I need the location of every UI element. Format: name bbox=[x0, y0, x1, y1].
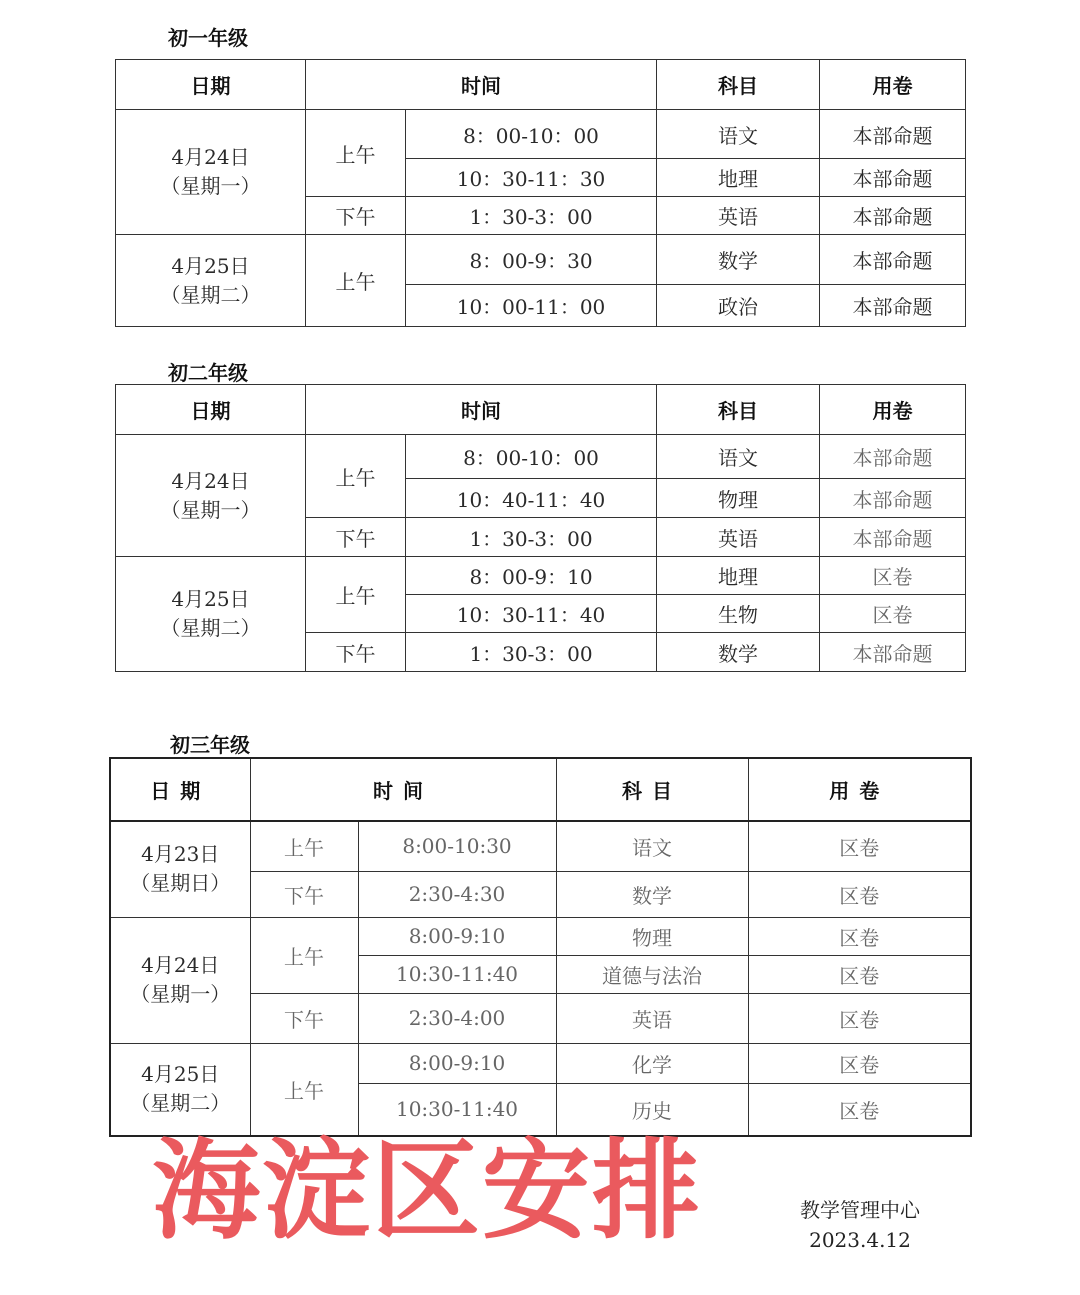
grade2-schedule-table bbox=[115, 384, 966, 672]
subject-cell: 政治 bbox=[657, 285, 820, 327]
paper-cell: 区卷 bbox=[748, 917, 971, 955]
weekday-text: （星期一） bbox=[130, 982, 231, 1006]
time-cell: 8:00-9:10 bbox=[358, 1043, 556, 1083]
date-text: 4月24日 bbox=[171, 468, 250, 493]
time-cell: 10：40-11：40 bbox=[406, 479, 657, 518]
subject-cell: 物理 bbox=[657, 479, 820, 518]
date-cell bbox=[110, 821, 250, 917]
date-header: 日期 bbox=[110, 758, 250, 821]
table-row bbox=[110, 917, 971, 955]
paper-cell: 本部命题 bbox=[820, 518, 966, 557]
date-text: 4月25日 bbox=[171, 587, 250, 611]
subject-cell: 道德与法治 bbox=[556, 955, 748, 993]
subject-header: 科目 bbox=[657, 385, 820, 435]
paper-cell: 本部命题 bbox=[820, 159, 966, 197]
table-row bbox=[116, 557, 966, 595]
paper-cell: 本部命题 bbox=[820, 285, 966, 327]
grade1-title: 初一年级 bbox=[168, 26, 248, 50]
subject-cell: 英语 bbox=[657, 197, 820, 235]
weekday-text: （星期二） bbox=[160, 616, 261, 640]
paper-cell: 本部命题 bbox=[820, 435, 966, 479]
period-cell: 上午 bbox=[306, 110, 406, 197]
weekday-text: （星期二） bbox=[130, 1091, 231, 1116]
paper-header: 用卷 bbox=[820, 385, 966, 435]
table-row bbox=[116, 435, 966, 479]
time-cell: 8:00-10:30 bbox=[358, 821, 556, 871]
time-cell: 8：00-10：00 bbox=[406, 110, 657, 159]
paper-header: 用卷 bbox=[748, 758, 971, 821]
paper-cell: 区卷 bbox=[748, 821, 971, 871]
period-cell: 上午 bbox=[306, 435, 406, 518]
weekday-text: （星期一） bbox=[160, 497, 261, 522]
period-cell: 下午 bbox=[306, 197, 406, 235]
paper-cell: 本部命题 bbox=[820, 479, 966, 518]
period-cell: 上午 bbox=[250, 917, 358, 993]
date-cell bbox=[116, 557, 306, 672]
time-cell: 8：00-10：00 bbox=[406, 435, 657, 479]
date-cell bbox=[116, 235, 306, 327]
table-row bbox=[116, 110, 966, 159]
paper-cell: 本部命题 bbox=[820, 197, 966, 235]
issuer-name: 教学管理中心 bbox=[800, 1198, 920, 1222]
time-cell: 8：00-9：30 bbox=[406, 235, 657, 285]
subject-cell: 数学 bbox=[556, 871, 748, 917]
weekday-text: （星期日） bbox=[130, 871, 231, 896]
date-text: 4月24日 bbox=[171, 145, 250, 169]
subject-cell: 语文 bbox=[657, 110, 820, 159]
subject-cell: 英语 bbox=[556, 993, 748, 1043]
subject-cell: 语文 bbox=[657, 435, 820, 479]
time-cell: 2:30-4:30 bbox=[358, 871, 556, 917]
time-cell: 10:30-11:40 bbox=[358, 955, 556, 993]
issue-date: 2023.4.12 bbox=[809, 1228, 911, 1252]
grade3-title: 初三年级 bbox=[170, 733, 250, 757]
time-cell: 10：30-11：30 bbox=[406, 159, 657, 197]
grade2-title: 初二年级 bbox=[168, 361, 248, 385]
period-cell: 下午 bbox=[250, 871, 358, 917]
subject-cell: 生物 bbox=[657, 595, 820, 633]
time-cell: 8：00-9：10 bbox=[406, 557, 657, 595]
paper-cell: 区卷 bbox=[748, 955, 971, 993]
date-text: 4月25日 bbox=[171, 253, 250, 278]
period-cell: 下午 bbox=[306, 518, 406, 557]
period-cell: 上午 bbox=[306, 557, 406, 633]
time-cell: 1：30-3：00 bbox=[406, 518, 657, 557]
time-cell: 10：30-11：40 bbox=[406, 595, 657, 633]
date-header: 日期 bbox=[116, 60, 306, 110]
weekday-text: （星期二） bbox=[160, 282, 261, 307]
paper-cell: 区卷 bbox=[748, 1043, 971, 1083]
date-cell bbox=[110, 917, 250, 1043]
header-row bbox=[110, 758, 971, 821]
subject-cell: 数学 bbox=[657, 235, 820, 285]
paper-cell: 区卷 bbox=[748, 993, 971, 1043]
date-text: 4月25日 bbox=[141, 1062, 220, 1087]
table-row bbox=[116, 235, 966, 285]
time-header: 时间 bbox=[306, 60, 657, 110]
time-cell: 10：00-11：00 bbox=[406, 285, 657, 327]
header-row bbox=[116, 60, 966, 110]
period-cell: 上午 bbox=[306, 235, 406, 327]
weekday-text: （星期一） bbox=[160, 174, 261, 198]
time-cell: 10:30-11:40 bbox=[358, 1083, 556, 1136]
table-row bbox=[110, 821, 971, 871]
period-cell: 下午 bbox=[250, 993, 358, 1043]
subject-cell: 物理 bbox=[556, 917, 748, 955]
subject-cell: 化学 bbox=[556, 1043, 748, 1083]
subject-header: 科目 bbox=[556, 758, 748, 821]
paper-header: 用卷 bbox=[820, 60, 966, 110]
date-text: 4月24日 bbox=[141, 953, 220, 977]
paper-cell: 区卷 bbox=[820, 595, 966, 633]
paper-cell: 本部命题 bbox=[820, 235, 966, 285]
table-row bbox=[110, 1043, 971, 1083]
issuer-block bbox=[800, 1195, 920, 1255]
subject-cell: 英语 bbox=[657, 518, 820, 557]
time-cell: 1：30-3：00 bbox=[406, 633, 657, 672]
time-cell: 8:00-9:10 bbox=[358, 917, 556, 955]
time-cell: 2:30-4:00 bbox=[358, 993, 556, 1043]
paper-cell: 本部命题 bbox=[820, 110, 966, 159]
date-cell bbox=[116, 110, 306, 235]
date-header: 日期 bbox=[116, 385, 306, 435]
grade3-schedule-table bbox=[109, 757, 972, 1137]
subject-cell: 语文 bbox=[556, 821, 748, 871]
time-header: 时间 bbox=[250, 758, 556, 821]
subject-header: 科目 bbox=[657, 60, 820, 110]
subject-cell: 数学 bbox=[657, 633, 820, 672]
date-cell bbox=[110, 1043, 250, 1136]
grade1-schedule-table bbox=[115, 59, 966, 327]
subject-cell: 历史 bbox=[556, 1083, 748, 1136]
time-header: 时间 bbox=[306, 385, 657, 435]
time-cell: 1：30-3：00 bbox=[406, 197, 657, 235]
period-cell: 上午 bbox=[250, 821, 358, 871]
paper-cell: 区卷 bbox=[820, 557, 966, 595]
paper-cell: 区卷 bbox=[748, 871, 971, 917]
period-cell: 下午 bbox=[306, 633, 406, 672]
paper-cell: 区卷 bbox=[748, 1083, 971, 1136]
period-cell: 上午 bbox=[250, 1043, 358, 1136]
subject-cell: 地理 bbox=[657, 159, 820, 197]
date-cell bbox=[116, 435, 306, 557]
haidian-arrangement-overlay: 海淀区安排 bbox=[152, 1129, 703, 1254]
date-text: 4月23日 bbox=[141, 842, 220, 867]
paper-cell: 本部命题 bbox=[820, 633, 966, 672]
subject-cell: 地理 bbox=[657, 557, 820, 595]
header-row bbox=[116, 385, 966, 435]
